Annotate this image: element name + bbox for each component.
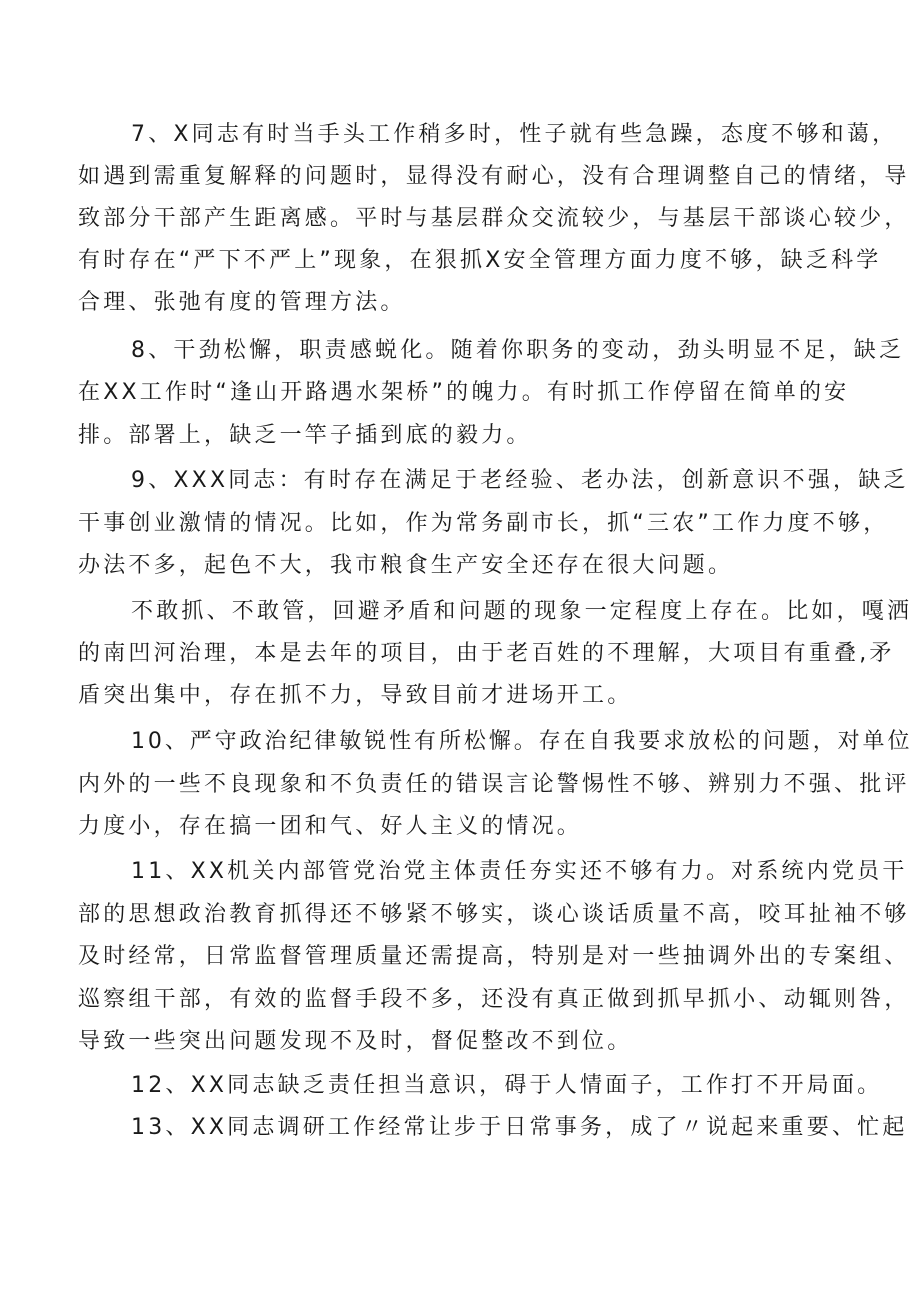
text-line: 办法不多，起色不大，我市粮食生产安全还存在很大问题。 (78, 553, 734, 578)
text-line: 导致一些突出问题发现不及时，督促整改不到位。 (78, 1029, 633, 1054)
text-line: 部的思想政治教育抓得还不够紧不够实，谈心谈话质量不高，咬耳扯袖不够 (78, 902, 910, 927)
text-line: 盾突出集中，存在抓不力，导致目前才进场开工。 (78, 683, 633, 708)
text-line: 干事创业激情的情况。比如，作为常务副市长，抓“三农”工作力度不够， (78, 511, 889, 536)
text-line: 及时经常，日常监督管理质量还需提高，特别是对一些抽调外出的专案组、 (78, 944, 910, 969)
text-line: 7、X同志有时当手头工作稍多时，性子就有些急躁，态度不够和蔼， (131, 122, 898, 147)
text-line: 13、XX同志调研工作经常让步于日常事务，成了〃说起来重要、忙起 (131, 1115, 908, 1140)
text-line: 的南凹河治理，本是去年的项目，由于老百姓的不理解，大项目有重叠,矛 (78, 641, 895, 666)
text-line: 如遇到需重复解释的问题时，显得没有耐心，没有合理调整自己的情绪，导 (78, 164, 910, 189)
text-line: 力度小，存在搞一团和气、好人主义的情况。 (78, 814, 583, 839)
text-line: 在XX工作时“逢山开路遇水架桥”的魄力。有时抓工作停留在简单的安 (78, 380, 850, 405)
text-line: 排。部署上，缺乏一竿子插到底的毅力。 (78, 423, 532, 448)
text-line: 12、XX同志缺乏责任担当意识，碍于人情面子，工作打不开局面。 (131, 1073, 883, 1098)
text-line: 11、XX机关内部管党治党主体责任夯实还不够有力。对系统内党员干 (131, 859, 908, 884)
text-line: 巡察组干部，有效的监督手段不多，还没有真正做到抓早抓小、动辄则咎， (78, 987, 910, 1012)
text-line: 致部分干部产生距离感。平时与基层群众交流较少，与基层干部谈心较少， (78, 206, 910, 231)
text-line: 合理、张弛有度的管理方法。 (78, 290, 406, 315)
text-line: 不敢抓、不敢管，回避矛盾和问题的现象一定程度上存在。比如，嘎洒 (131, 599, 913, 624)
text-line: 有时存在“严下不严上”现象，在狠抓X安全管理方面力度不够，缺乏科学 (78, 248, 882, 273)
text-line: 内外的一些不良现象和不负责任的错误言论警惕性不够、辨别力不强、批评 (78, 772, 910, 797)
text-line: 8、干劲松懈，职责感蜕化。随着你职务的变动，劲头明显不足，缺乏 (131, 338, 905, 363)
text-line: 10、严守政治纪律敏锐性有所松懈。存在自我要求放松的问题，对单位 (131, 729, 913, 754)
text-line: 9、XXX同志：有时存在满足于老经验、老办法，创新意识不强，缺乏 (131, 468, 909, 493)
